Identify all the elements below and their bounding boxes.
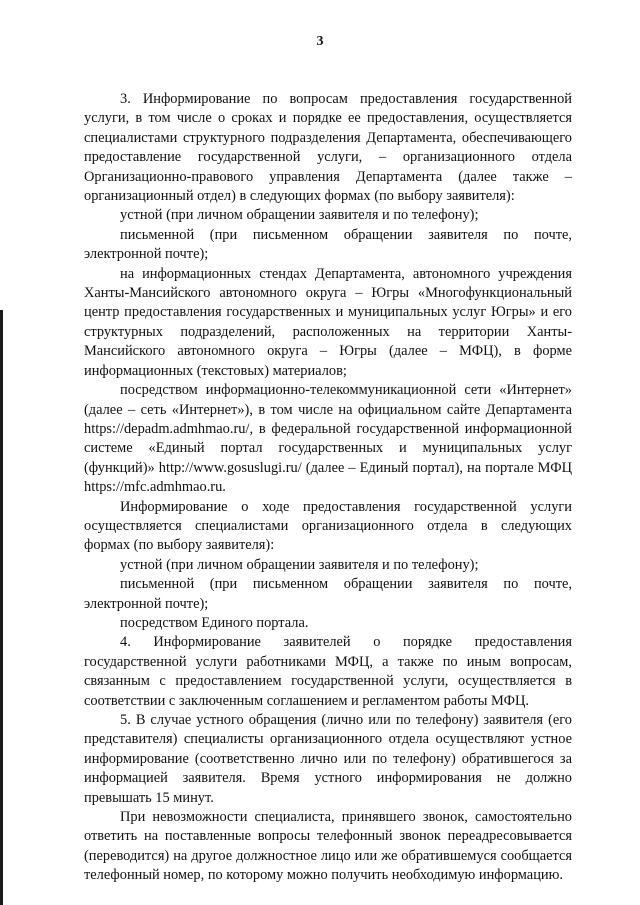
scan-edge-shadow [0,310,3,905]
paragraph-info-stands: на информационных стендах Департамента, автономного учреждения Ханты-Мансийского автономного округа – Югры «Многофункциональный центр предоставления государственных и муниципальных услуг Югры» и его структурных подразделений, расположенных на территории Ханты-Мансийского автономного округа – Югры (далее – МФЦ), в форме информационных (текстовых) материалов; [84,265,572,379]
paragraph-written-form: письменной (при письменном обращении заявителя по почте, электронной почте); [84,226,572,263]
paragraph-oral-form: устной (при личном обращении заявителя и по телефону); [120,207,479,224]
paragraph-internet: посредством информационно-телекоммуникационной сети «Интернет» (далее – сеть «Интернет»), в том числе на официальном сайте Департамента https://depadm.admhmao.ru/, в федеральной государственной информационной системе «Единый портал государственных и муниципальных услуг (функций)» http://www.gosuslugi.ru/ (далее – Единый портал), на портале МФЦ https://mfc.admhmao.ru. [84,382,572,496]
page-number: 3 [316,34,324,49]
paragraph-unified-portal: посредством Единого портала. [120,614,309,631]
paragraph-informing-forms: 3. Информирование по вопросам предоставления государственной услуги, в том числе о сроках и порядке ее предоставления, осуществляется специалистами структурного подразделения Департамента, обеспечивающего предоставление государственной услуги, – организационного отдела Организационно-правового управления Департамента (далее также – организационный отдел) в следующих формах (по выбору заявителя): [84,91,572,205]
document-body [84,90,572,886]
paragraph-oral-form-2: устной (при личном обращении заявителя и по телефону); [120,556,479,573]
paragraph-written-form-2: письменной (при письменном обращении заявителя по почте, электронной почте); [84,576,572,612]
paragraph-oral-request: 5. В случае устного обращения (лично или по телефону) заявителя (его представителя) специалисты организационного отдела осуществляют устное информирование (соответственно лично или по телефону) обратившегося за информацией заявителя. Время устного информирования не должно превышать 15 минут. [84,712,572,806]
paragraph-progress-informing: Информирование о ходе предоставления государственной услуги осуществляется специалистами организационного отдела в следующих формах (по выбору заявителя): [84,498,572,554]
paragraph-mfc-informing: 4. Информирование заявителей о порядке предоставления государственной услуги работниками МФЦ, а также по иным вопросам, связанным с предоставлением государственной услуги, осуществляется в соответствии с заключенным соглашением и регламентом работы МФЦ. [84,634,572,709]
paragraph-call-redirect: При невозможности специалиста, принявшего звонок, самостоятельно ответить на поставленные вопросы телефонный звонок переадресовывается (переводится) на другое должностное лицо или же обратившемуся сообщается телефонный номер, по которому можно получить необходимую информацию. [84,809,572,884]
